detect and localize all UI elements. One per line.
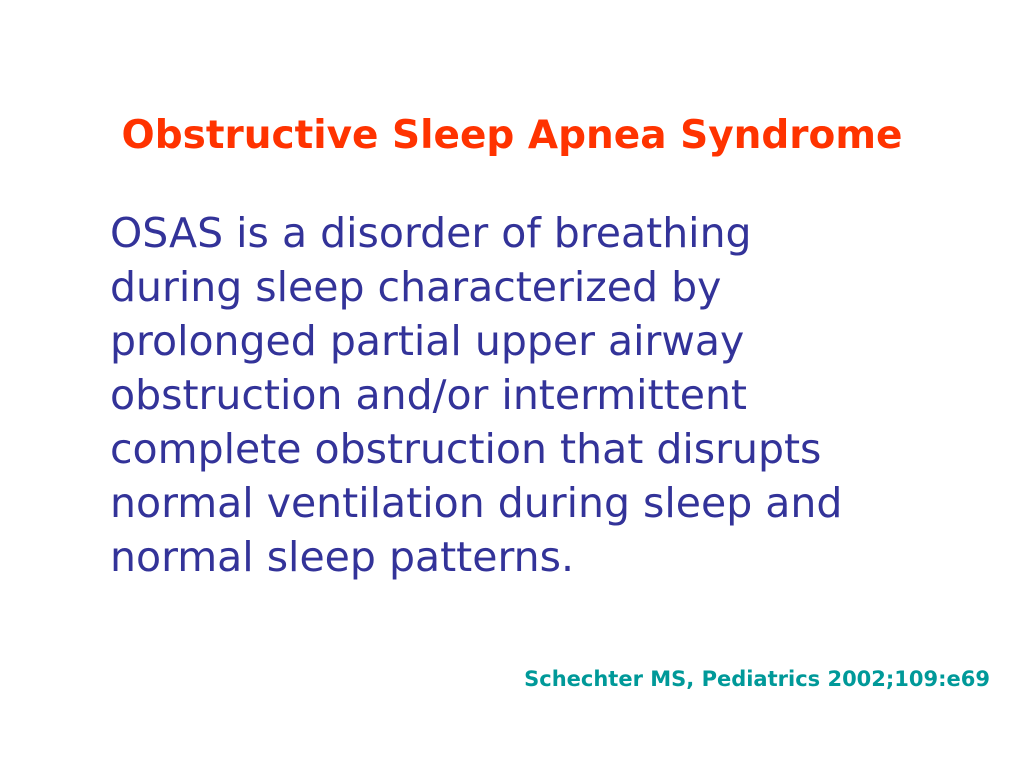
definition-line: OSAS is a disorder of breathing	[110, 209, 752, 257]
definition-paragraph	[110, 206, 990, 584]
definition-line: prolonged partial upper airway	[110, 317, 745, 365]
definition-line: obstruction and/or intermittent	[110, 371, 748, 419]
definition-line: during sleep characterized by	[110, 263, 722, 311]
definition-line: complete obstruction that disrupts	[110, 425, 822, 473]
definition-line: normal sleep patterns.	[110, 533, 574, 581]
slide-title: Obstructive Sleep Apnea Syndrome	[121, 113, 903, 158]
definition-line: normal ventilation during sleep and	[110, 479, 843, 527]
citation: Schechter MS, Pediatrics 2002;109:e69	[524, 667, 990, 691]
